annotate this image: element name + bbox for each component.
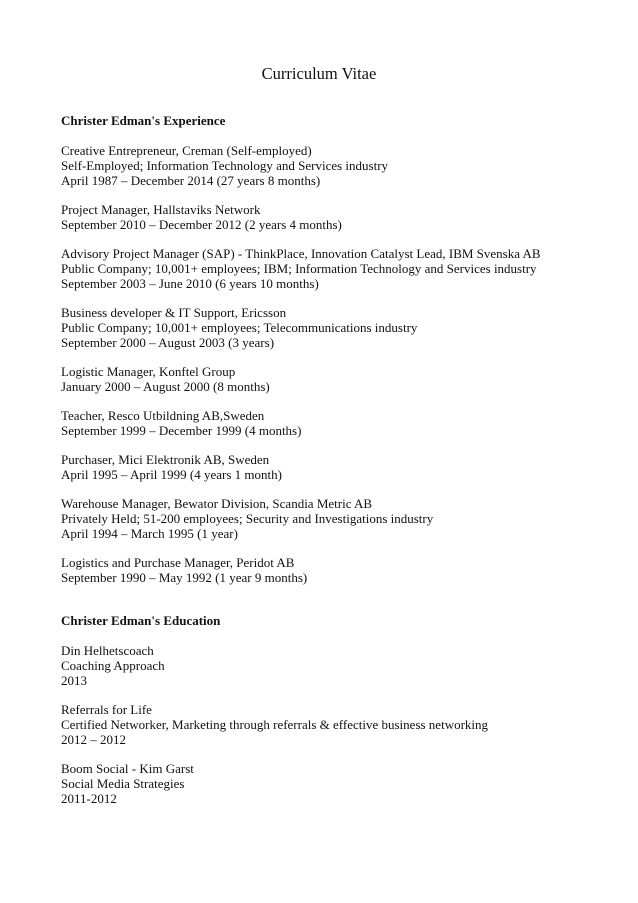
experience-entry-line: Business developer & IT Support, Ericsson	[61, 305, 287, 320]
experience-entry-line: Public Company; 10,001+ employees; Telecommunications industry	[61, 320, 418, 335]
experience-entry-line: Project Manager, Hallstaviks Network	[61, 202, 261, 217]
experience-entry-line: Privately Held; 51-200 employees; Security and Investigations industry	[61, 511, 434, 526]
experience-entry	[61, 452, 621, 482]
experience-entry-line: April 1995 – April 1999 (4 years 1 month)	[61, 467, 282, 482]
experience-entry-line: Self-Employed; Information Technology and Services industry	[61, 158, 389, 173]
experience-entry-line: September 2000 – August 2003 (3 years)	[61, 335, 275, 350]
experience-heading: Christer Edman's Experience	[61, 113, 226, 128]
education-entry	[61, 702, 621, 747]
education-heading: Christer Edman's Education	[61, 613, 221, 628]
experience-entry	[61, 555, 621, 585]
experience-entry-line: Advisory Project Manager (SAP) - ThinkPlace, Innovation Catalyst Lead, IBM Svenska AB	[61, 246, 541, 261]
experience-entry-line: September 1999 – December 1999 (4 months)	[61, 423, 302, 438]
experience-entry-line: September 2010 – December 2012 (2 years 4 months)	[61, 217, 342, 232]
education-entry-line: Din Helhetscoach	[61, 643, 154, 658]
document-title: Curriculum Vitae	[261, 64, 377, 83]
experience-entry-line: Teacher, Resco Utbildning AB,Sweden	[61, 408, 265, 423]
education-list	[61, 643, 621, 806]
education-entry-line: 2013	[61, 673, 87, 688]
experience-entry	[61, 364, 621, 394]
experience-entry	[61, 408, 621, 438]
experience-entry	[61, 143, 621, 188]
experience-entry	[61, 496, 621, 541]
education-entry	[61, 761, 621, 806]
education-entry-line: Referrals for Life	[61, 702, 152, 717]
experience-entry-line: Logistics and Purchase Manager, Peridot AB	[61, 555, 295, 570]
experience-entry-line: Creative Entrepreneur, Creman (Self-employed)	[61, 143, 312, 158]
experience-entry-line: September 1990 – May 1992 (1 year 9 months)	[61, 570, 308, 585]
experience-entry-line: September 2003 – June 2010 (6 years 10 months)	[61, 276, 319, 291]
experience-entry-line: April 1987 – December 2014 (27 years 8 months)	[61, 173, 321, 188]
education-entry-line: Social Media Strategies	[61, 776, 185, 791]
education-entry	[61, 643, 621, 688]
experience-entry	[61, 202, 621, 232]
education-entry-line: Coaching Approach	[61, 658, 165, 673]
experience-list	[61, 143, 621, 585]
experience-entry	[61, 246, 621, 291]
experience-entry-line: January 2000 – August 2000 (8 months)	[61, 379, 270, 394]
education-entry-line: Boom Social - Kim Garst	[61, 761, 194, 776]
cv-content	[61, 113, 621, 806]
experience-entry-line: Public Company; 10,001+ employees; IBM; Information Technology and Services industry	[61, 261, 537, 276]
education-entry-line: 2011-2012	[61, 791, 117, 806]
experience-entry-line: Warehouse Manager, Bewator Division, Scandia Metric AB	[61, 496, 373, 511]
experience-entry-line: Purchaser, Mici Elektronik AB, Sweden	[61, 452, 270, 467]
education-entry-line: 2012 – 2012	[61, 732, 126, 747]
education-entry-line: Certified Networker, Marketing through referrals & effective business networking	[61, 717, 489, 732]
experience-entry-line: Logistic Manager, Konftel Group	[61, 364, 236, 379]
experience-entry	[61, 305, 621, 350]
experience-entry-line: April 1994 – March 1995 (1 year)	[61, 526, 238, 541]
